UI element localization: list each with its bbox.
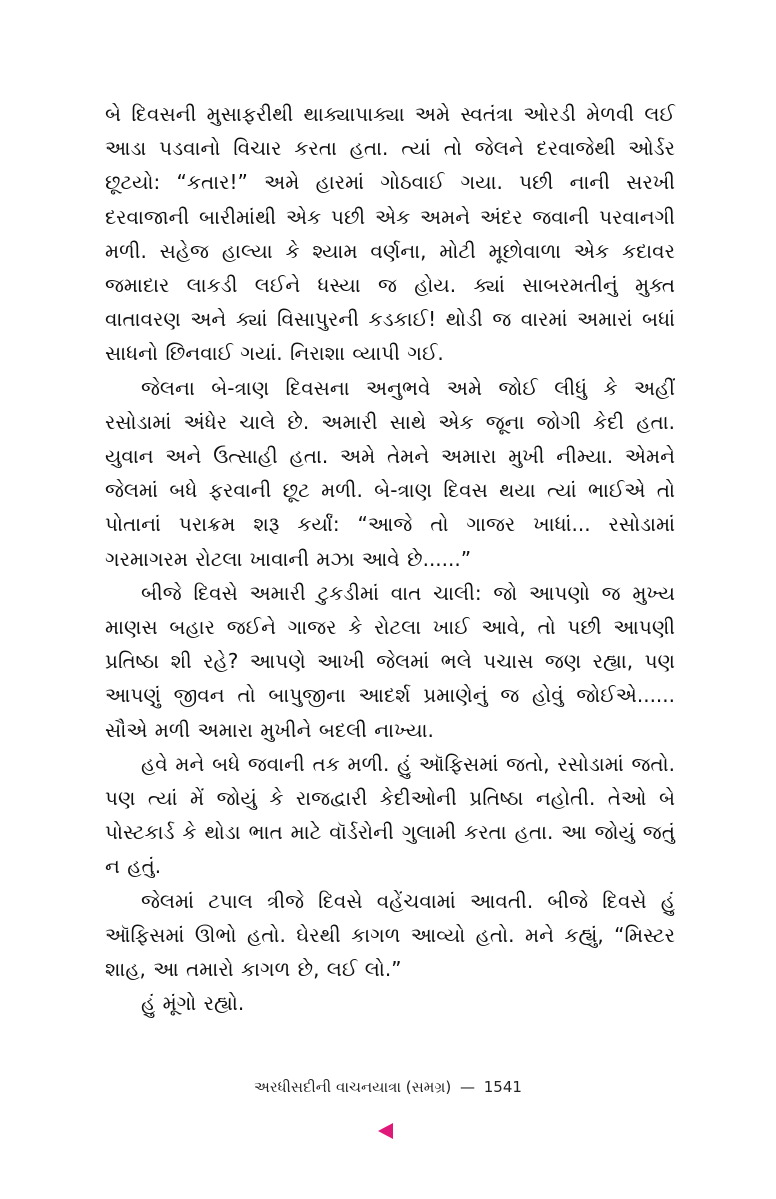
page-footer: [0, 1077, 776, 1097]
footer-page-number: 1541: [483, 1078, 522, 1096]
footer-separator: —: [459, 1078, 475, 1096]
paragraph-2: જેલના બે-ત્રાણ દિવસના અનુભવે અમે જોઈ લીધું કે અહીં રસોડામાં અંધેર ચાલે છે. અમારી સાથે એક જૂના જોગી કેદી હતા. યુવાન અને ઉત્સાહી હતા. અમે તેમને અમારા મુખી નીમ્યા. એમને જેલમાં બધે ફરવાની છૂટ મળી. બે-ત્રાણ દિવસ થયા ત્યાં ભાઈએ તો પોતાનાં પરાક્રમ શરૂ કર્યાં: “આજે તો ગાજર ખાધાં... રસોડામાં ગરમાગરમ રોટલા ખાવાની મઝા આવે છે......”: [105, 375, 675, 571]
previous-page-arrow-icon[interactable]: [378, 1123, 393, 1139]
page-body: [105, 97, 675, 1020]
paragraph-6: હું મૂંગો રહ્યો.: [141, 991, 245, 1016]
footer-book-title: અરધીસદીની વાચનયાત્રા (સમગ્ર): [254, 1078, 452, 1096]
paragraph-5: જેલમાં ટપાલ ત્રીજે દિવસે વહેંચવામાં આવતી. બીજે દિવસે હું ઑફિસમાં ઊભો હતો. ઘેરથી કાગળ આવ્યો હતો. મને કહ્યું, “મિસ્ટર શાહ, આ તમારો કાગળ છે, લઈ લો.”: [105, 888, 675, 982]
paragraph-3: બીજે દિવસે અમારી ટુકડીમાં વાત ચાલી: જો આપણો જ મુખ્ય માણસ બહાર જઈને ગાજર કે રોટલા ખાઈ આવે, તો પછી આપણી પ્રતિષ્ઠા શી રહે? આપણે આખી જેલમાં ભલે પચાસ જણ રહ્યા, પણ આપણું જીવન તો બાપુજીના આદર્શ પ્રમાણેનું જ હોવું જોઈએ...... સૌએ મળી અમારા મુખીને બદલી નાખ્યા.: [105, 580, 675, 742]
paragraph-1: બે દિવસની મુસાફરીથી થાક્યાપાક્યા અમે સ્વતંત્રા ઓરડી મેળવી લઈ આડા પડવાનો વિચાર કરતા હતા. ત્યાં તો જેલને દરવાજેથી ઓર્ડર છૂટયો: “કતાર!” અમે હારમાં ગોઠવાઈ ગયા. પછી નાની સરખી દરવાજાની બારીમાંથી એક પછી એક અમને અંદર જવાની પરવાનગી મળી. સહેજ હાલ્યા કે શ્યામ વર્ણના, મોટી મૂછોવાળા એક કદાવર જમાદાર લાકડી લઈને ધસ્યા જ હોય. ક્યાં સાબરમતીનું મુક્ત વાતાવરણ અને ક્યાં વિસાપુરની કડકાઈ! થોડી જ વારમાં અમારાં બધાં સાધનો છિનવાઈ ગયાં. નિરાશા વ્યાપી ગઈ.: [105, 102, 675, 366]
paragraph-4: હવે મને બધે જવાની તક મળી. હું ઑફિસમાં જતો, રસોડામાં જતો. પણ ત્યાં મેં જોયું કે રાજદ્વારી કેદીઓની પ્રતિષ્ઠા નહોતી. તેઓ બે પોસ્ટકાર્ડ કે થોડા ભાત માટે વૉર્ડરોની ગુલામી કરતા હતા. આ જોયું જતું ન હતું.: [105, 751, 675, 879]
